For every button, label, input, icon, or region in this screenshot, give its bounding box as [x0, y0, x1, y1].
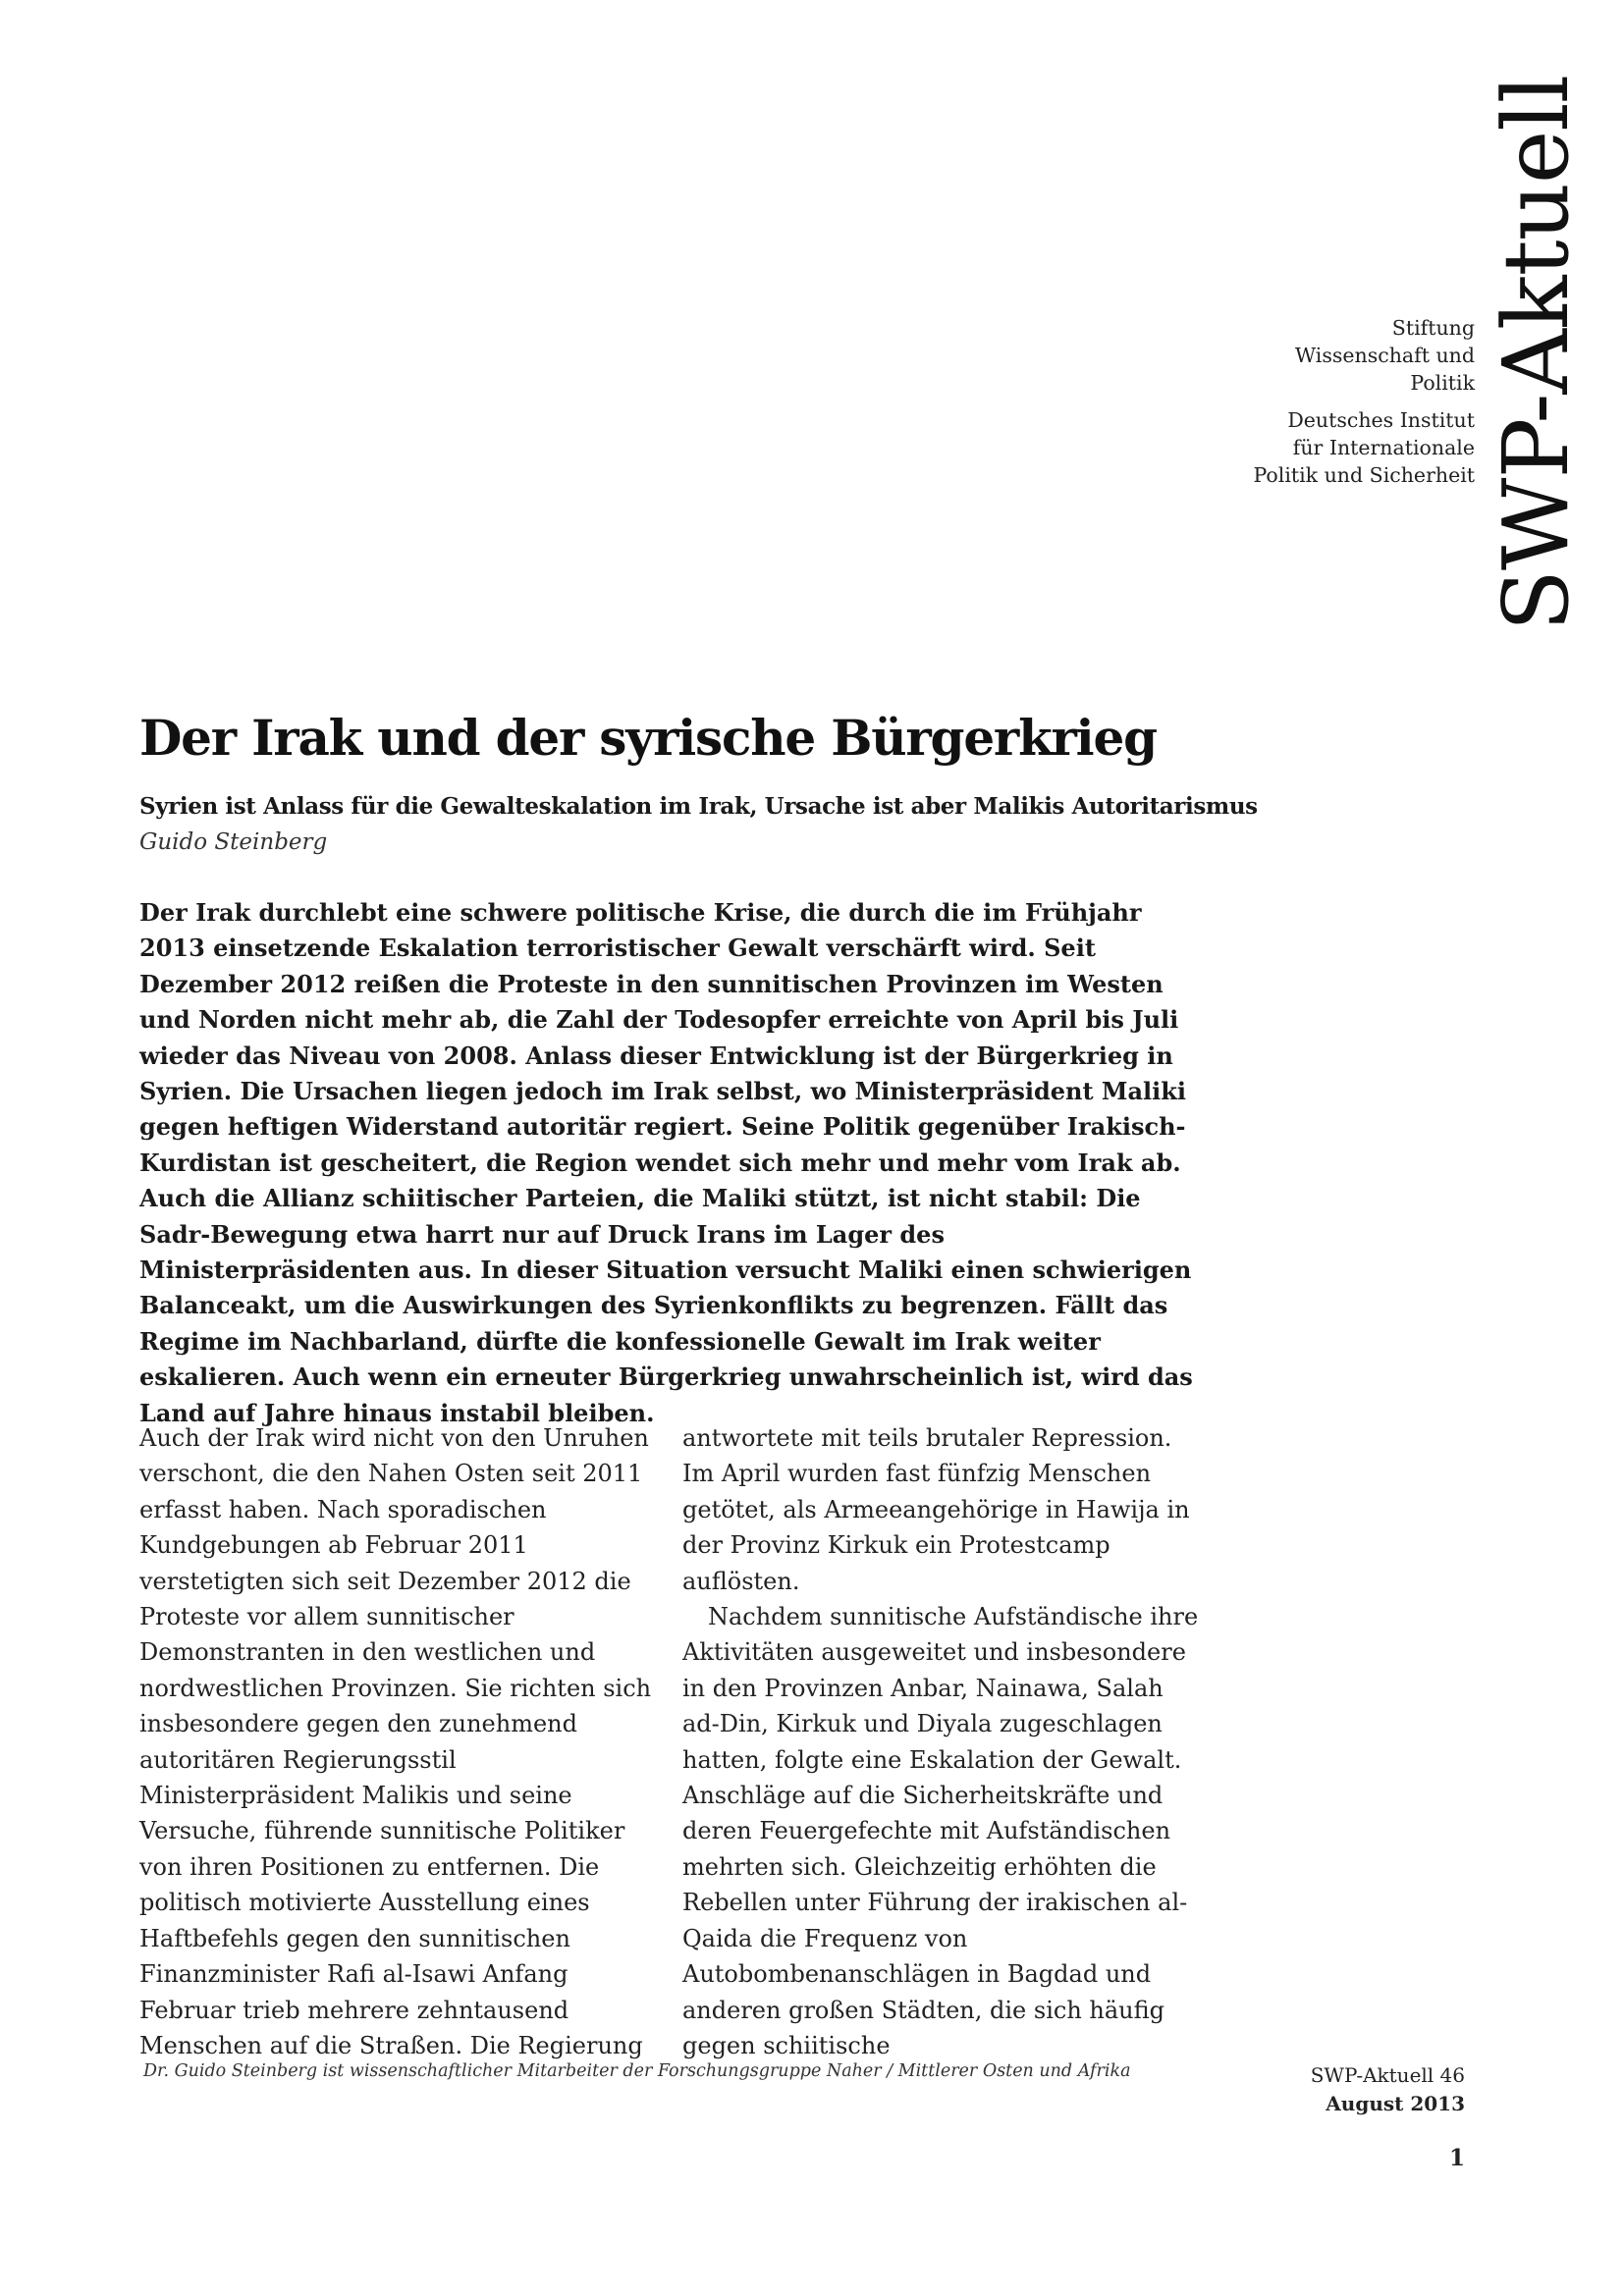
series-name: SWP-Aktuell	[1484, 75, 1589, 632]
institute-name-line: Politik	[1410, 371, 1475, 395]
issue-reference	[1170, 2061, 1465, 2118]
article-title: Der Irak und der syrische Bürgerkrieg	[139, 709, 1157, 767]
institute-name	[1180, 314, 1475, 397]
body-paragraph: Auch der Irak wird nicht von den Unruhen verschont, die den Nahen Osten seit 2011 erfasst haben. Nach sporadischen Kundgebungen ab Februar 2011 verstetigten sich seit Dezember 2012 die Proteste vor allem sunnitischer Demonstranten in den westlichen und nordwestlichen Provinzen. Sie richten sich insbesondere gegen den zunehmend autoritären Regierungsstil Ministerpräsident Malikis und seine Versuche, führende sunnitische Politiker von ihren Positionen zu entfernen. Die politisch motivierte Ausstellung eines Haftbefehls gegen den sunnitischen Finanzminister Rafi al-Isawi Anfang Februar trieb mehrere zehntausend Menschen auf die Straßen. Die Regierung	[139, 1424, 652, 2059]
issue-number: SWP-Aktuell 46	[1310, 2063, 1465, 2087]
body-column-left	[139, 1420, 660, 2063]
institute-subtitle-line: Politik und Sicherheit	[1253, 463, 1475, 487]
institute-subtitle	[1180, 406, 1475, 489]
series-brand	[1468, 39, 1605, 667]
institute-subtitle-line: Deutsches Institut	[1287, 408, 1475, 432]
body-paragraph: antwortete mit teils brutaler Repression. Im April wurden fast fünfzig Menschen getötet, als Armeeangehörige in Hawija in der Provinz Kirkuk ein Protestcamp auflösten.	[682, 1424, 1190, 1595]
institute-block	[1180, 314, 1475, 489]
institute-name-line: Stiftung	[1391, 316, 1475, 340]
institute-subtitle-line: für Internationale	[1292, 436, 1475, 459]
body-paragraph: Nachdem sunnitische Aufständische ihre Aktivitäten ausgeweitet und insbesondere in den Provinzen Anbar, Nainawa, Salah ad-Din, Kirkuk und Diyala zugeschlagen hatten, folgte eine Eskalation der Gewalt. Anschläge auf die Sicherheitskräfte und deren Feuergefechte mit Aufständischen mehrten sich. Gleichzeitig erhöhten die Rebellen unter Führung der irakischen al-Qaida die Frequenz von Autobombenanschlägen in Bagdad und anderen großen Städten, die sich häufig gegen schiitische	[682, 1603, 1199, 2059]
page-number: 1	[1448, 2145, 1465, 2171]
institute-name-line: Wissenschaft und	[1295, 344, 1475, 367]
author-footnote: Dr. Guido Steinberg ist wissenschaftlicher Mitarbeiter der Forschungsgruppe Naher / Mittlerer Osten und Afrika	[143, 2061, 1131, 2081]
issue-date: August 2013	[1326, 2092, 1465, 2115]
article-author: Guido Steinberg	[139, 829, 328, 855]
article-abstract: Der Irak durchlebt eine schwere politische Krise, die durch die im Frühjahr 2013 einsetzende Eskalation terroristischer Gewalt verschärft wird. Seit Dezember 2012 reißen die Proteste in den sunnitischen Provinzen im Westen und Norden nicht mehr ab, die Zahl der Todesopfer erreichte von April bis Juli wieder das Niveau von 2008. Anlass dieser Entwicklung ist der Bürgerkrieg in Syrien. Die Ursachen liegen jedoch im Irak selbst, wo Ministerpräsident Maliki gegen heftigen Widerstand autoritär regiert. Seine Politik gegenüber Irakisch-Kurdistan ist gescheitert, die Region wendet sich mehr und mehr vom Irak ab. Auch die Allianz schiitischer Parteien, die Maliki stützt, ist nicht stabil: Die Sadr-Bewegung etwa harrt nur auf Druck Irans im Lager des Ministerpräsidenten aus. In dieser Situation versucht Maliki einen schwierigen Balanceakt, um die Auswirkungen des Syrienkonflikts zu begrenzen. Fällt das Regime im Nachbarland, dürfte die konfessionelle Gewalt im Irak weiter eskalieren. Auch wenn ein erneuter Bürgerkrieg unwahrscheinlich ist, wird das Land auf Jahre hinaus instabil bleiben.	[139, 898, 1193, 1427]
body-column-right	[682, 1420, 1203, 2063]
article-subtitle: Syrien ist Anlass für die Gewalteskalation im Irak, Ursache ist aber Malikis Autoritarismus	[139, 793, 1258, 820]
